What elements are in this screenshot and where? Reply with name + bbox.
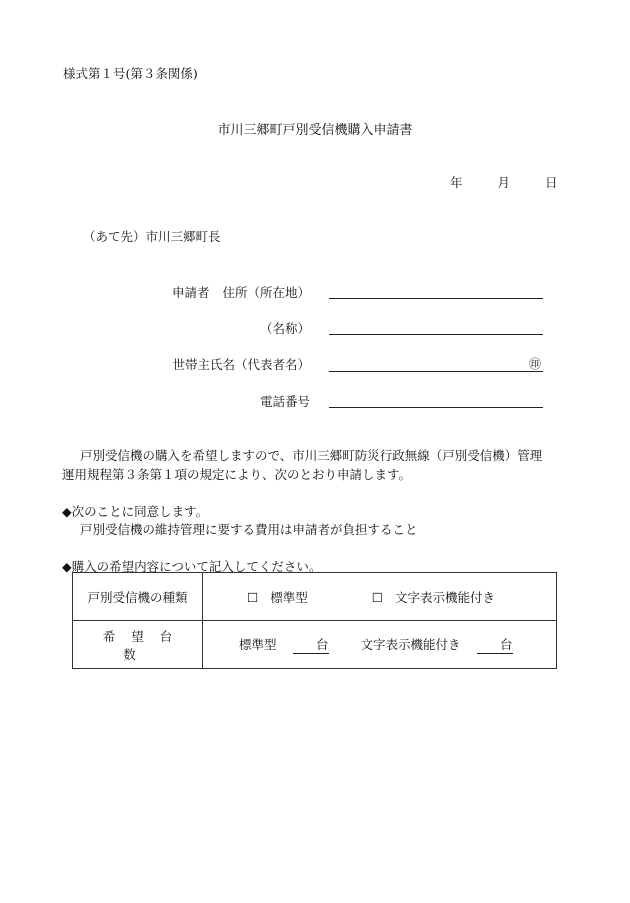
addressee: （あて先）市川三郷町長 xyxy=(83,229,221,244)
request-table xyxy=(72,572,557,669)
name-field[interactable] xyxy=(329,333,543,335)
agreement-text: 戸別受信機の維持管理に要する費用は申請者が負担すること xyxy=(80,522,418,537)
checkbox-standard[interactable]: ☐ xyxy=(247,589,259,605)
agreement-heading: ◆次のことに同意します。 xyxy=(62,504,209,519)
document-title: 市川三郷町戸別受信機購入申請書 xyxy=(217,123,413,138)
date-row xyxy=(450,173,558,191)
date-month: 月 xyxy=(497,175,511,190)
applicant-label: 申請者 xyxy=(172,285,210,300)
quantity-fields xyxy=(203,621,557,669)
table-row xyxy=(73,573,557,621)
quantity-label: 希望台数 xyxy=(73,621,203,669)
address-label: 住所（所在地） xyxy=(222,285,310,300)
qty-text-display-field[interactable] xyxy=(477,635,513,654)
receiver-type-label: 戸別受信機の種類 xyxy=(73,573,203,621)
option-text-display-label: 文字表示機能付き xyxy=(394,589,495,605)
option-standard[interactable] xyxy=(247,588,308,606)
table-heading: ◆購入の希望内容について記入してください。 xyxy=(62,559,322,574)
seal-mark: ㊞ xyxy=(529,357,542,371)
date-year: 年 xyxy=(450,175,463,190)
table-row xyxy=(73,621,557,669)
qty-text-display-label: 文字表示機能付き xyxy=(360,637,461,652)
checkbox-text-display[interactable]: ☐ xyxy=(371,589,383,605)
qty-standard-label: 標準型 xyxy=(239,637,277,652)
householder-field[interactable] xyxy=(329,370,543,372)
body-text-line2: 運用規程第３条第１項の規定により、次のとおり申請します。 xyxy=(62,467,412,482)
option-text-display[interactable] xyxy=(372,588,495,606)
unit-text-display: 台 xyxy=(500,637,513,652)
householder-label: 世帯主氏名（代表者名） xyxy=(172,357,310,372)
option-standard-label: 標準型 xyxy=(270,589,308,605)
body-text-line1: 戸別受信機の購入を希望しますので、市川三郷町防災行政無線（戸別受信機）管理 xyxy=(80,448,543,463)
phone-label: 電話番号 xyxy=(259,394,310,409)
receiver-type-options xyxy=(203,573,557,621)
unit-standard: 台 xyxy=(316,637,329,652)
qty-standard-field[interactable] xyxy=(293,635,329,654)
address-field[interactable] xyxy=(329,297,543,299)
phone-field[interactable] xyxy=(329,406,543,408)
name-label: （名称） xyxy=(259,321,310,336)
form-number: 様式第１号(第３条関係) xyxy=(63,66,198,81)
date-day: 日 xyxy=(545,175,558,190)
